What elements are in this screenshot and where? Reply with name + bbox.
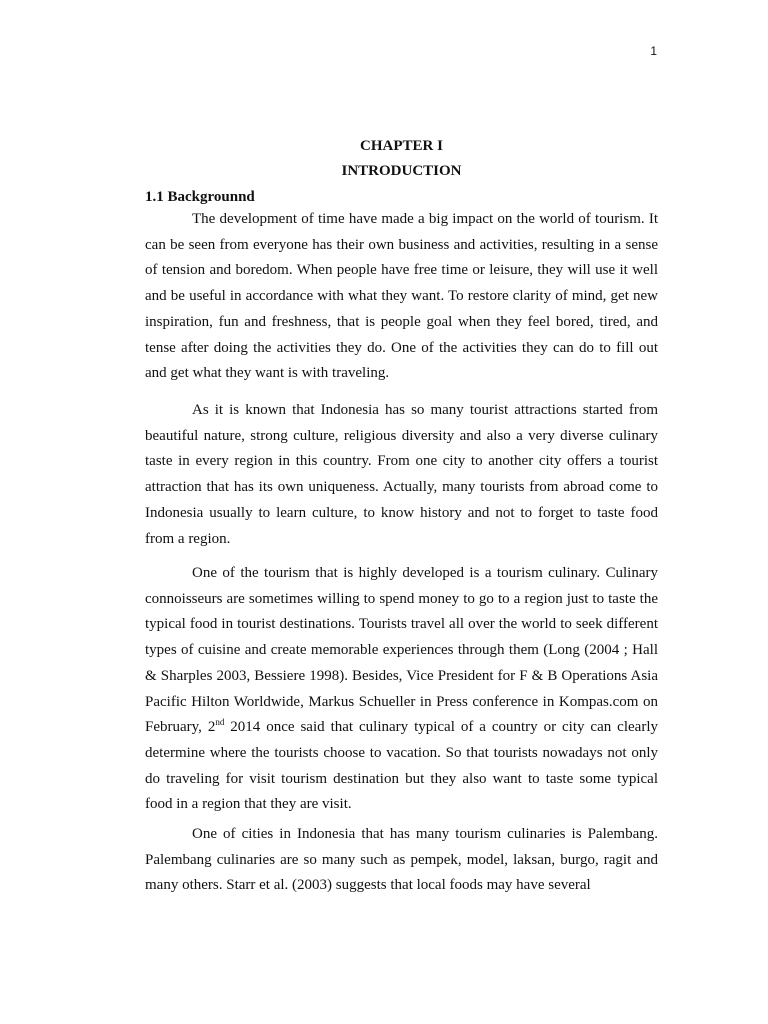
paragraph-palembang-culinaries: One of cities in Indonesia that has many tourism culinaries is Palembang. Palembang culinaries are so many such as pempek, model, laksan, burgo, ragit and many others. Starr et al. (2003) suggests that local foods may have several [145, 826, 658, 894]
paragraph-indonesia-attractions: As it is known that Indonesia has so many tourist attractions started from beautiful nature, strong culture, religious diversity and also a very diverse culinary taste in every region in this country. From one city to another city offers a tourist attraction that has its own uniqueness. Actually, many tourists from abroad come to Indonesia usually to learn culture, to know history and not to forget to taste food from a region. [145, 402, 658, 547]
ordinal-superscript: nd [215, 717, 225, 728]
paragraph-culinary-tourism [145, 561, 658, 818]
paragraph-development-of-tourism: The development of time have made a big impact on the world of tourism. It can be seen from everyone has their own business and activities, resulting in a sense of tension and boredom. When people have free time or leisure, they will use it well and be useful in accordance with what they want. To restore clarity of mind, get new inspiration, fun and freshness, that is people goal when they feel bored, tired, and tense after doing the activities they do. One of the activities they can do to fill out and get what they want is with traveling. [145, 211, 658, 382]
chapter-title: INTRODUCTION [341, 163, 462, 179]
chapter-label: CHAPTER I [360, 138, 443, 154]
paragraph-text-part: 2014 once said that culinary typical of a country or city can clearly determine where the tourists choose to vacation. So that tourists nowadays not only do traveling for visit tourism destination but they also want to taste some typical food in a region that they are visit. [145, 719, 658, 813]
page-number: 1 [650, 44, 657, 58]
paragraph-text-part: One of the tourism that is highly developed is a tourism culinary. Culinary connoisseurs are sometimes willing to spend money to go to a region just to taste the typical food in tourist destinations. Tourists travel all over the world to seek different types of cuisine and create memorable experiences through them (Long (2004 ; Hall & Sharples 2003, Bessiere 1998). Besides, Vice President for F & B Operations Asia Pacific Hilton Worldwide, Markus Schueller in Press conference in Kompas.com on February, 2 [145, 565, 658, 736]
section-heading: 1.1 Backgrounnd [145, 189, 255, 205]
